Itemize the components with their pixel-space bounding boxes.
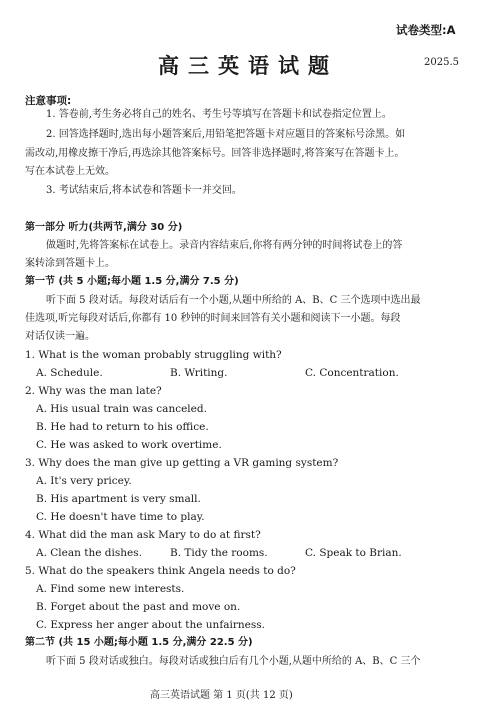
notice-heading: 注意事项: xyxy=(25,95,72,107)
question-5: 5. What do the speakers think Angela needs to do? xyxy=(25,565,296,577)
page-footer: 高三英语试题 第 1 页(共 12 页) xyxy=(150,690,293,701)
notice-item-1: 1. 答卷前,考生务必将自己的姓名、考生号等填写在答题卡和试卷指定位置上。 xyxy=(46,109,392,120)
option-4b: B. Tidy the rooms. xyxy=(170,547,268,559)
notice-item-2-cont2: 写在本试卷上无效。 xyxy=(25,166,115,177)
notice-item-3: 3. 考试结束后,将本试卷和答题卡一并交回。 xyxy=(46,185,242,196)
option-2b: B. He had to return to his office. xyxy=(36,421,209,433)
option-1c: C. Concentration. xyxy=(305,367,399,379)
question-2: 2. Why was the man late? xyxy=(25,385,162,397)
option-4a: A. Clean the dishes. xyxy=(36,547,142,559)
option-3a: A. It's very pricey. xyxy=(36,475,132,487)
option-2a: A. His usual train was canceled. xyxy=(36,403,207,415)
notice-item-2: 2. 回答选择题时,选出每小题答案后,用铅笔把答题卡对应题目的答案标号涂黑。如 xyxy=(46,129,406,140)
section2-heading: 第二节 (共 15 小题;每小题 1.5 分,满分 22.5 分) xyxy=(25,637,253,648)
option-1b: B. Writing. xyxy=(170,367,228,379)
section2-intro: 听下面 5 段对话或独白。每段对话或独白后有几个小题,从题中所给的 A、B、C 三个 xyxy=(46,656,421,667)
section1-intro-cont: 佳选项,听完每段对话后,你都有 10 秒钟的时间来回答有关小题和阅读下一小题。每段 xyxy=(25,313,401,324)
section1-intro-cont2: 对话仅读一遍。 xyxy=(25,331,95,342)
option-4c: C. Speak to Brian. xyxy=(305,547,402,559)
paper-type: 试卷类型:A xyxy=(396,23,456,37)
option-5a: A. Find some new interests. xyxy=(36,583,185,595)
section1-intro: 听下面 5 段对话。每段对话后有一个小题,从题中所给的 A、B、C 三个选项中选出最 xyxy=(46,295,421,306)
option-5b: B. Forget about the past and move on. xyxy=(36,601,241,613)
option-3c: C. He doesn't have time to play. xyxy=(36,511,205,523)
option-3b: B. His apartment is very small. xyxy=(36,493,201,505)
question-1: 1. What is the woman probably struggling with? xyxy=(25,349,282,361)
page-title: 高三英语试题 xyxy=(158,54,338,78)
option-2c: C. He was asked to work overtime. xyxy=(36,439,222,451)
part1-intro-cont: 案转涂到答题卡上。 xyxy=(25,258,115,269)
question-4: 4. What did the man ask Mary to do at first? xyxy=(25,529,261,541)
notice-item-2-cont: 需改动,用橡皮擦干净后,再选涂其他答案标号。回答非选择题时,将答案写在答题卡上。 xyxy=(25,148,405,159)
question-3: 3. Why does the man give up getting a VR gaming system? xyxy=(25,457,339,469)
exam-date: 2025.5 xyxy=(424,57,459,68)
option-1a: A. Schedule. xyxy=(36,367,103,379)
option-5c: C. Express her anger about the unfairness. xyxy=(36,619,265,631)
part1-intro: 做题时,先将答案标在试卷上。录音内容结束后,你将有两分钟的时间将试卷上的答 xyxy=(46,240,403,251)
part1-heading: 第一部分 听力(共两节,满分 30 分) xyxy=(25,222,183,233)
section1-heading: 第一节 (共 5 小题;每小题 1.5 分,满分 7.5 分) xyxy=(25,276,239,287)
